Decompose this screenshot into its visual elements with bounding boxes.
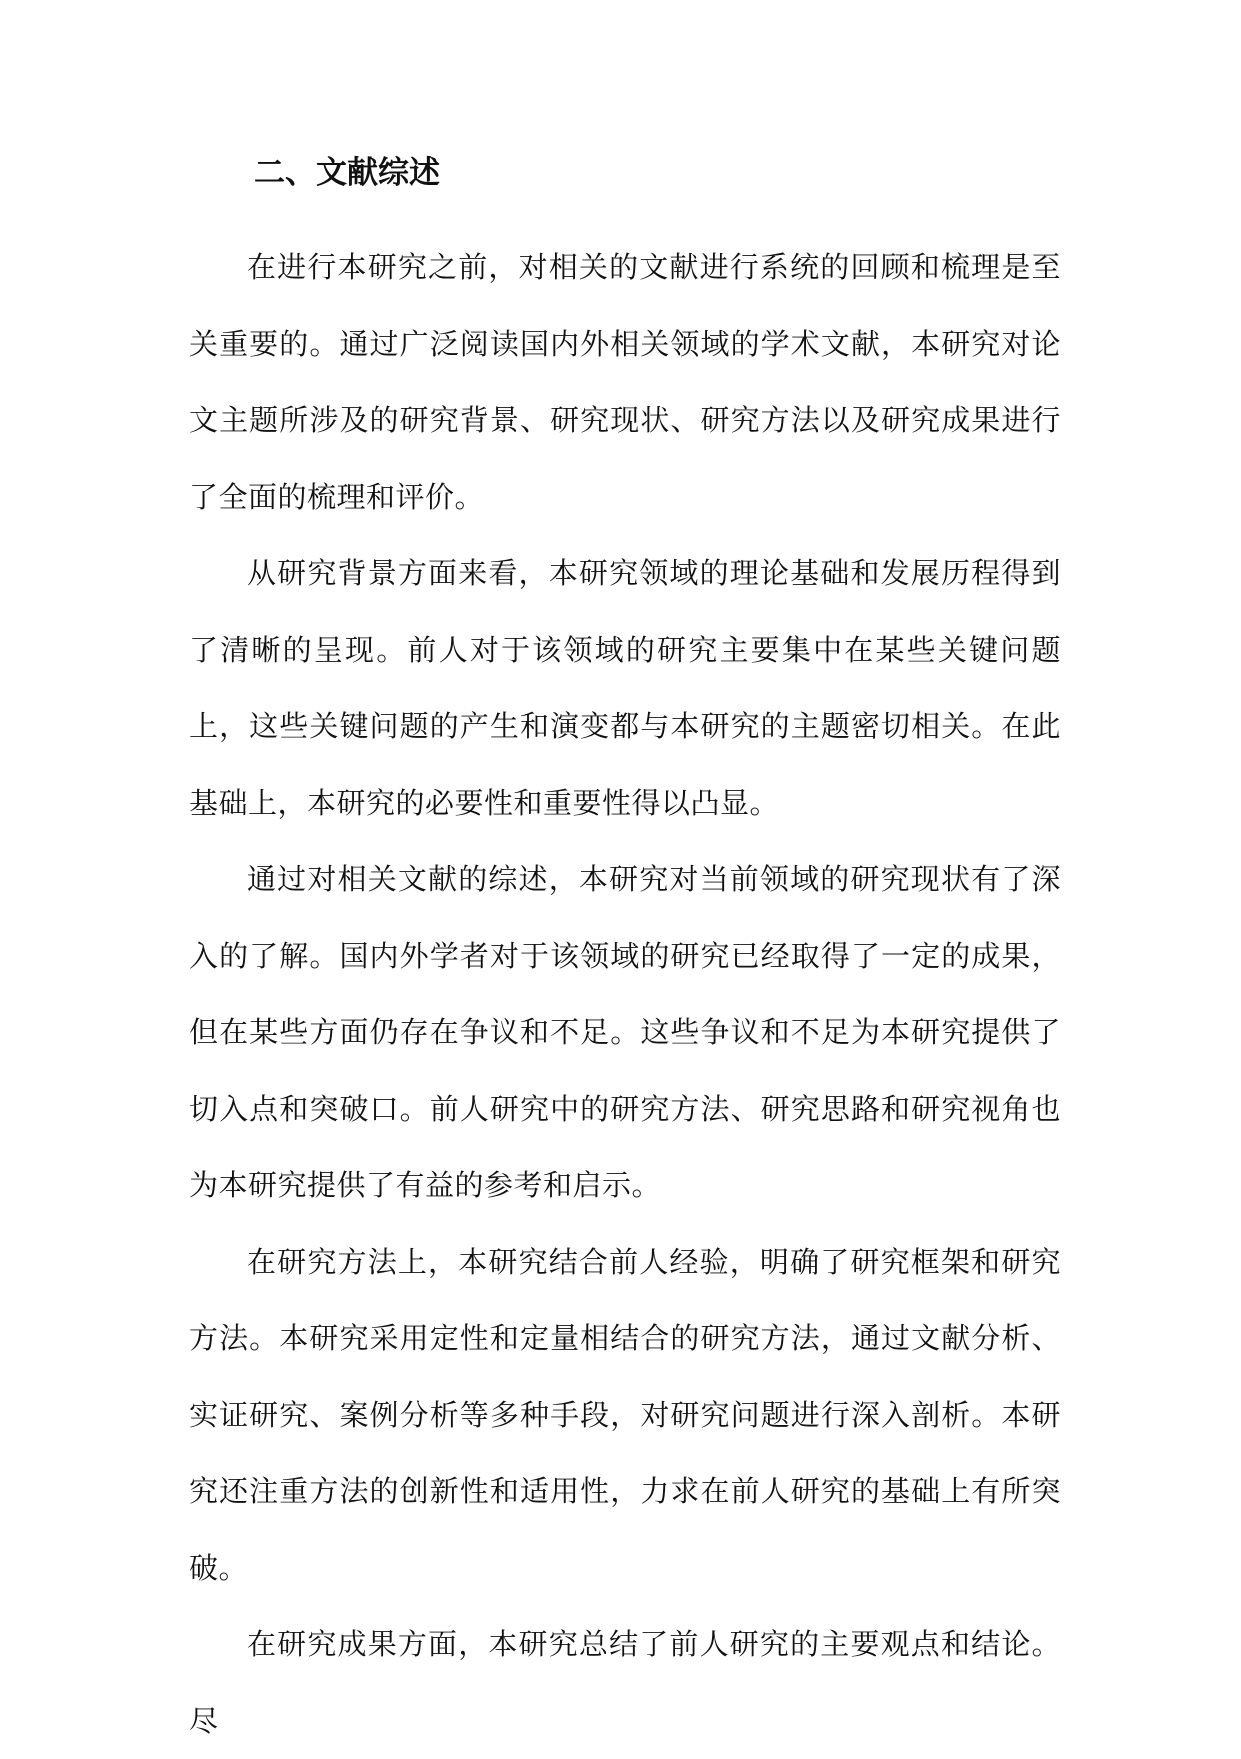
paragraph-results: 在研究成果方面，本研究总结了前人研究的主要观点和结论。尽	[189, 1627, 1061, 1738]
section-heading: 二、文献综述	[254, 155, 440, 191]
paragraph-current-status: 通过对相关文献的综述，本研究对当前领域的研究现状有了深入的了解。国内外学者对于该领域的研究已经取得了一定的成果，但在某些方面仍存在争议和不足。这些争议和不足为本研究提供了切入点和突破口。前人研究中的研究方法、研究思路和研究视角也为本研究提供了有益的参考和启示。	[189, 862, 1061, 1202]
paragraph-methods: 在研究方法上，本研究结合前人经验，明确了研究框架和研究方法。本研究采用定性和定量相结合的研究方法，通过文献分析、实证研究、案例分析等多种手段，对研究问题进行深入剖析。本研究还注重方法的创新性和适用性，力求在前人研究的基础上有所突破。	[189, 1244, 1061, 1585]
paragraph-background: 从研究背景方面来看，本研究领域的理论基础和发展历程得到了清晰的呈现。前人对于该领域的研究主要集中在某些关键问题上，这些关键问题的产生和演变都与本研究的主题密切相关。在此基础上，本研究的必要性和重要性得以凸显。	[189, 556, 1061, 820]
section-body	[189, 229, 1061, 1759]
paragraph-intro: 在进行本研究之前，对相关的文献进行系统的回顾和梳理是至关重要的。通过广泛阅读国内外相关领域的学术文献，本研究对论文主题所涉及的研究背景、研究现状、研究方法以及研究成果进行了全面的梳理和评价。	[189, 250, 1061, 514]
